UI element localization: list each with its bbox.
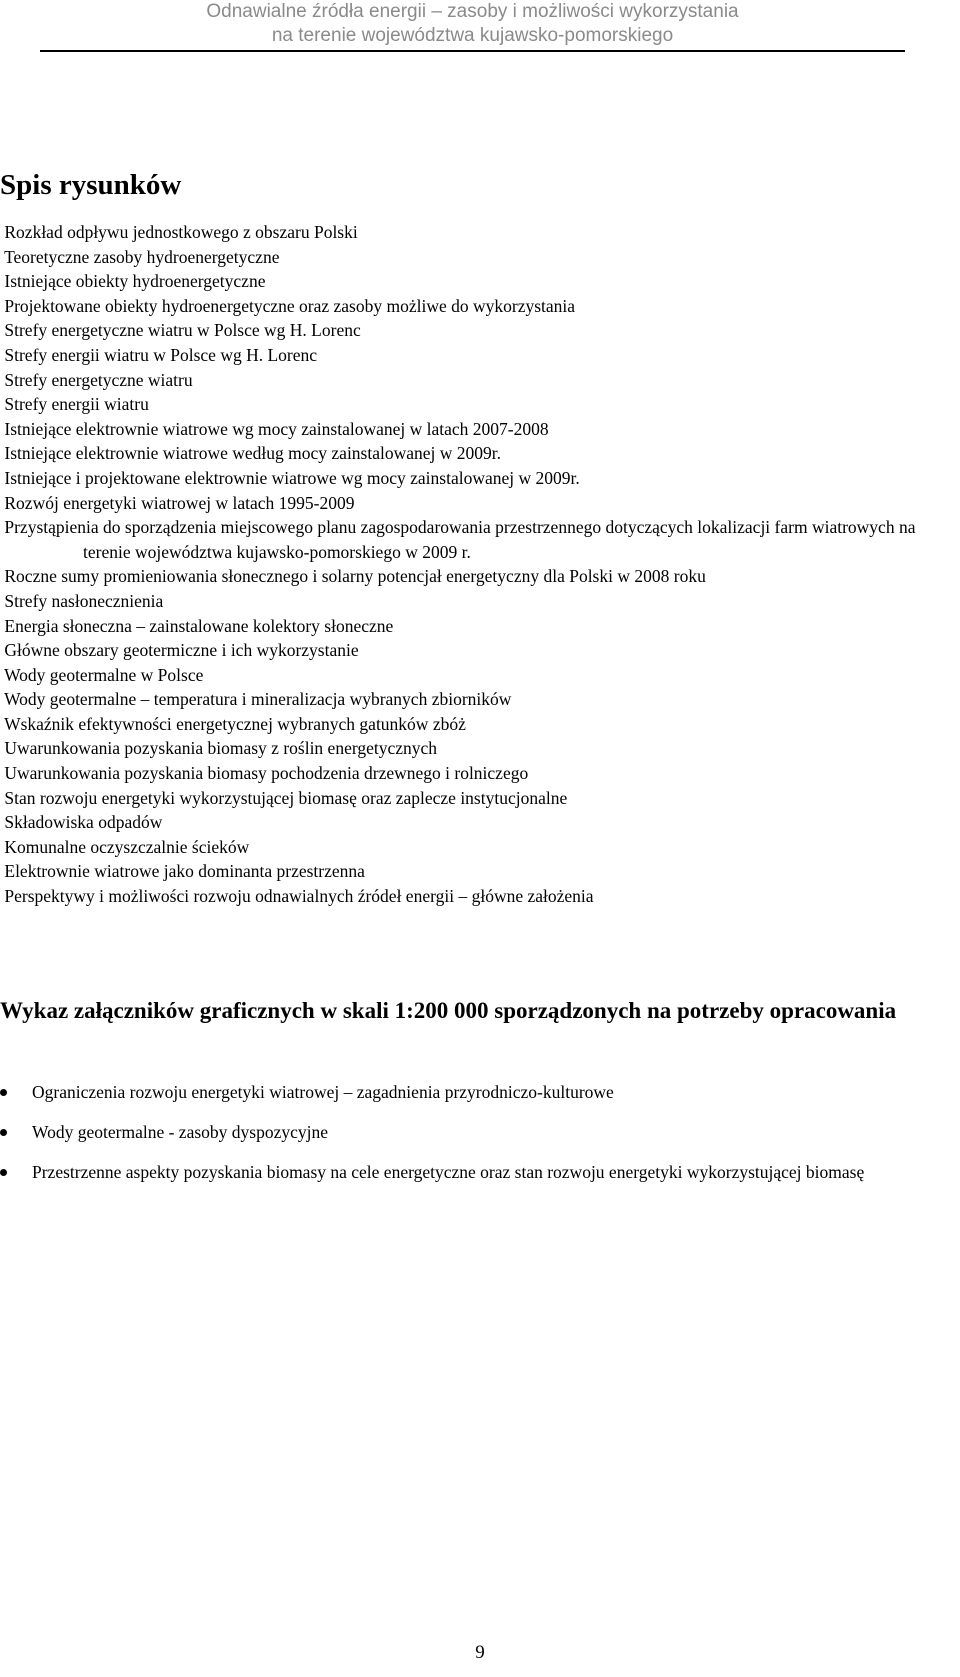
figure-item: Składowiska odpadów	[4, 812, 163, 833]
figure-item: Uwarunkowania pozyskania biomasy pochodzenia drzewnego i rolniczego	[4, 763, 529, 784]
figure-item: Strefy energii wiatru	[4, 394, 149, 415]
header-line-2: na terenie województwa kujawsko-pomorskiego	[271, 25, 674, 46]
figure-item: Strefy energetyczne wiatru	[4, 369, 193, 390]
figure-item: Rozwój energetyki wiatrowej w latach 1995-2009	[4, 492, 355, 513]
figure-item: Komunalne oczyszczalnie ścieków	[4, 836, 250, 857]
figure-item: Strefy nasłonecznienia	[4, 590, 164, 611]
figure-item: Strefy energii wiatru w Polsce wg H. Lorenc	[4, 344, 318, 365]
header-line-1: Odnawialne źródła energii – zasoby i możliwości wykorzystania	[206, 1, 739, 22]
figure-item: Perspektywy i możliwości rozwoju odnawialnych źródeł energii – główne założenia	[4, 886, 594, 907]
bullet-icon	[0, 1089, 7, 1096]
figure-item: Elektrownie wiatrowe jako dominanta przestrzenna	[4, 861, 365, 882]
annex-item: Ograniczenia rozwoju energetyki wiatrowej – zagadnienia przyrodniczo-kulturowe	[0, 1080, 960, 1104]
figure-item: Istniejące i projektowane elektrownie wiatrowe wg mocy zainstalowanej w 2009r.	[4, 467, 580, 488]
annexes-list	[0, 1080, 960, 1200]
page-number: 9	[475, 1642, 485, 1663]
figures-section-title: Spis rysunków	[0, 169, 182, 201]
figure-item: Istniejące obiekty hydroenergetyczne	[4, 271, 266, 292]
figures-list	[0, 220, 940, 909]
figure-item: Główne obszary geotermiczne i ich wykorzystanie	[4, 640, 359, 661]
annex-item: Przestrzenne aspekty pozyskania biomasy na cele energetyczne oraz stan rozwoju energetyki wykorzystującej biomasę	[0, 1160, 960, 1184]
bullet-icon	[0, 1129, 7, 1136]
figure-item: Strefy energetyczne wiatru w Polsce wg H. Lorenc	[4, 320, 361, 341]
figure-item: Istniejące elektrownie wiatrowe według mocy zainstalowanej w 2009r.	[4, 443, 502, 464]
figure-item: Roczne sumy promieniowania słonecznego i solarny potencjał energetyczny dla Polski w 2008 roku	[4, 566, 706, 587]
bullet-icon	[0, 1169, 7, 1176]
annex-item: Wody geotermalne - zasoby dyspozycyjne	[0, 1120, 960, 1144]
figure-item: Rozkład odpływu jednostkowego z obszaru Polski	[4, 222, 358, 242]
figure-item: Teoretyczne zasoby hydroenergetyczne	[4, 246, 280, 267]
figure-item: Wody geotermalne – temperatura i mineralizacja wybranych zbiorników	[4, 689, 512, 710]
figure-item: Przystąpienia do sporządzenia miejscowego planu zagospodarowania przestrzennego dotyczących lokalizacji farm wiatrowych na terenie województwa kujawsko-pomorskiego w 2009 r.	[4, 517, 916, 562]
figure-item: Uwarunkowania pozyskania biomasy z roślin energetycznych	[4, 738, 438, 759]
running-header	[40, 0, 905, 52]
annexes-section-title: Wykaz załączników graficznych w skali 1:200 000 sporządzonych na potrzeby opracowania	[0, 998, 897, 1023]
figure-item: Wody geotermalne w Polsce	[4, 664, 204, 685]
figure-item: Stan rozwoju energetyki wykorzystującej biomasę oraz zaplecze instytucjonalne	[4, 787, 568, 808]
figure-item: Projektowane obiekty hydroenergetyczne oraz zasoby możliwe do wykorzystania	[4, 295, 576, 316]
figure-item: Energia słoneczna – zainstalowane kolektory słoneczne	[4, 615, 394, 636]
figure-item: Wskaźnik efektywności energetycznej wybranych gatunków zbóż	[4, 713, 466, 734]
figure-item: Istniejące elektrownie wiatrowe wg mocy zainstalowanej w latach 2007-2008	[4, 418, 549, 439]
